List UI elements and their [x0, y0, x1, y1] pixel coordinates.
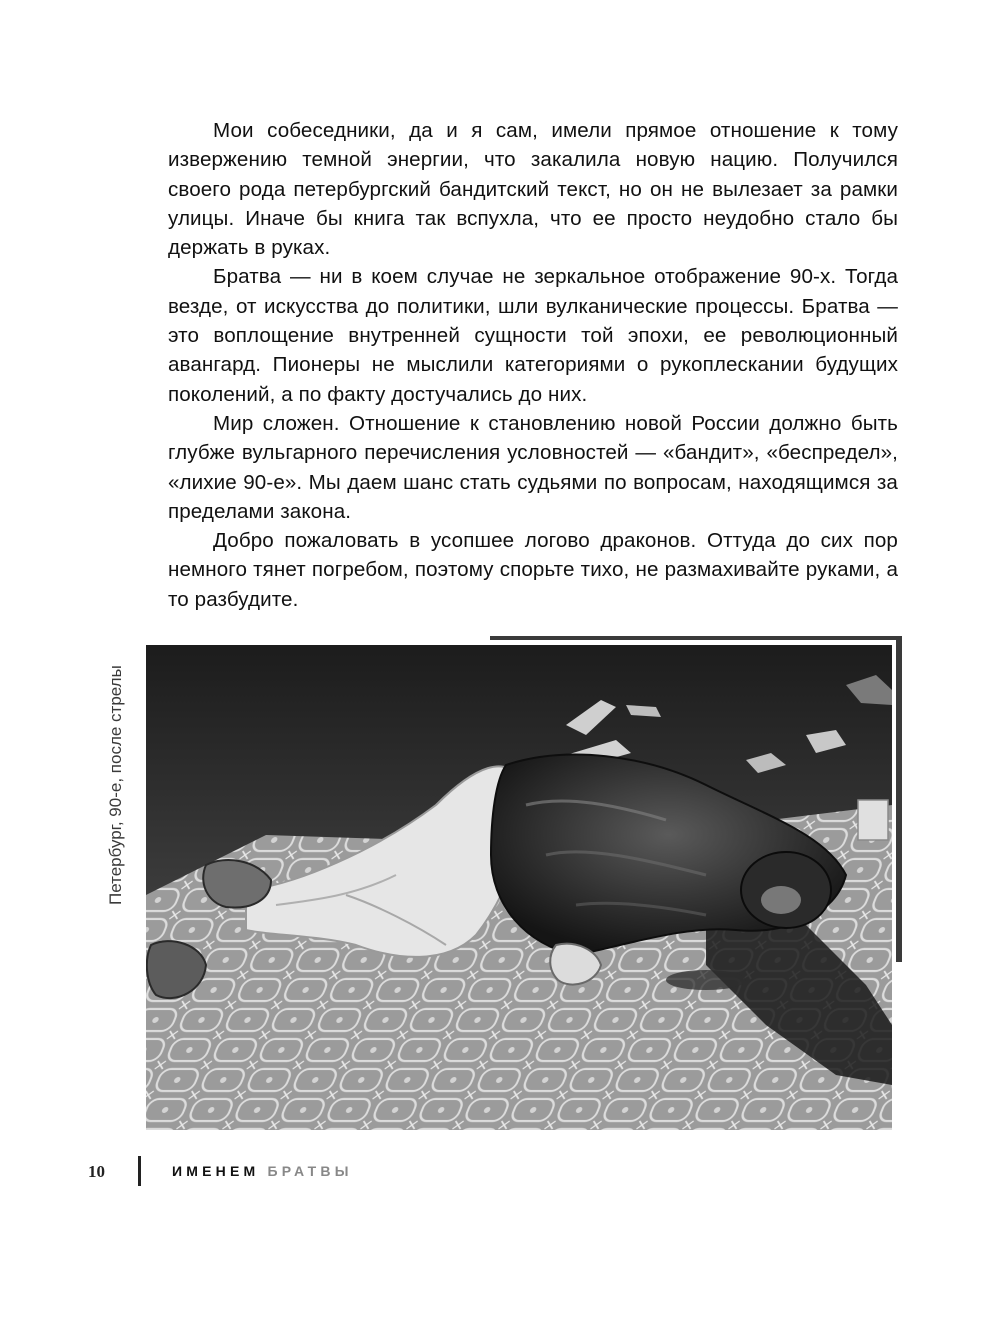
- photo: [146, 645, 892, 1130]
- paragraph: Добро пожаловать в усопшее логово драконов. Оттуда до сих пор немного тянет погребом, поэтому спорьте тихо, не размахивайте руками, а то разбудите.: [168, 529, 898, 611]
- small-box: [858, 800, 888, 840]
- running-head-part2: БРАТВЫ: [267, 1163, 353, 1179]
- photo-caption: Петербург, 90-е, после стрелы: [106, 665, 125, 905]
- floor-stain: [666, 970, 746, 990]
- page-number: 10: [88, 1162, 105, 1181]
- paragraph: Мир сложен. Отношение к становлению новой России должно быть глубже вульгарного перечисления условностей — «бандит», «беспредел», «лихие 90-е». Мы даем шанс стать судьями по вопросам, находящимся за пределами закона.: [168, 411, 898, 523]
- running-head-part1: ИМЕНЕМ: [172, 1163, 260, 1179]
- running-head: [172, 1163, 353, 1179]
- paragraph: Мои собеседники, да и я сам, имели прямое отношение к тому извержению темной энергии, что закалила новую нацию. Получился своего рода петербургский бандитский текст, но он не вылезает за рамки улицы. Иначе бы книга так вспухла, что ее просто неудобно стало бы держать в руках.: [168, 119, 898, 260]
- body-text: [168, 116, 898, 614]
- photo-illustration: [146, 645, 892, 1130]
- folio-divider: [138, 1156, 141, 1186]
- paragraph: Братва — ни в коем случае не зеркальное отображение 90-х. Тогда везде, от искусства до политики, шли вулканические процессы. Братва — это воплощение внутренней сущности той эпохи, ее революционный авангард. Пионеры не мыслили категориями о рукоплескании будущих поколений, а по факту достучались до них.: [168, 265, 898, 406]
